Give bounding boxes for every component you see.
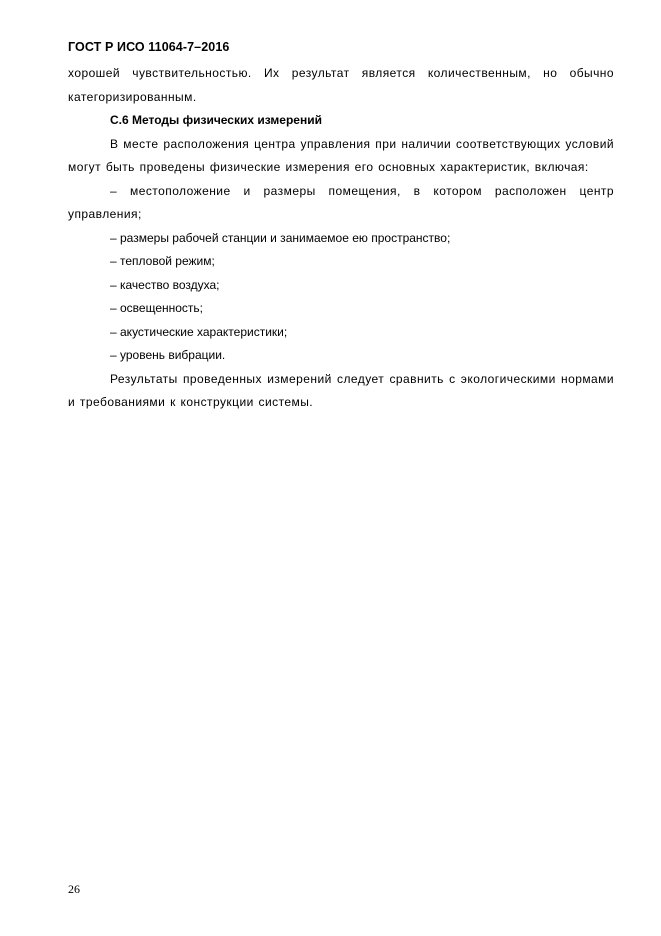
- list-item: – акустические характеристики;: [110, 324, 288, 339]
- list-item: – освещенность;: [110, 301, 204, 315]
- page-number: 26: [68, 882, 80, 896]
- list-item: – уровень вибрации.: [110, 348, 226, 362]
- document-header: ГОСТ Р ИСО 11064-7–2016: [68, 40, 230, 54]
- conclusion-paragraph: Результаты проведенных измерений следует сравнить с экологическими нормами и требованиями к конструкции системы.: [68, 371, 614, 409]
- body-paragraph: В месте расположения центра управления при наличии соответствующих условий могут быть проведены физические измерения его основных характеристик, включая:: [68, 136, 614, 174]
- list-item: – качество воздуха;: [110, 277, 220, 292]
- list-item: – местоположение и размеры помещения, в котором расположен центр управления;: [68, 183, 614, 221]
- list-item: – размеры рабочей станции и занимаемое ею пространство;: [110, 230, 451, 245]
- list-item: – тепловой режим;: [110, 254, 215, 268]
- section-title: С.6 Методы физических измерений: [110, 113, 322, 127]
- bullet-list: [68, 180, 614, 368]
- document-body: [68, 62, 614, 415]
- intro-paragraph: хорошей чувствительностью. Их результат является количественным, но обычно категоризированным.: [68, 66, 614, 104]
